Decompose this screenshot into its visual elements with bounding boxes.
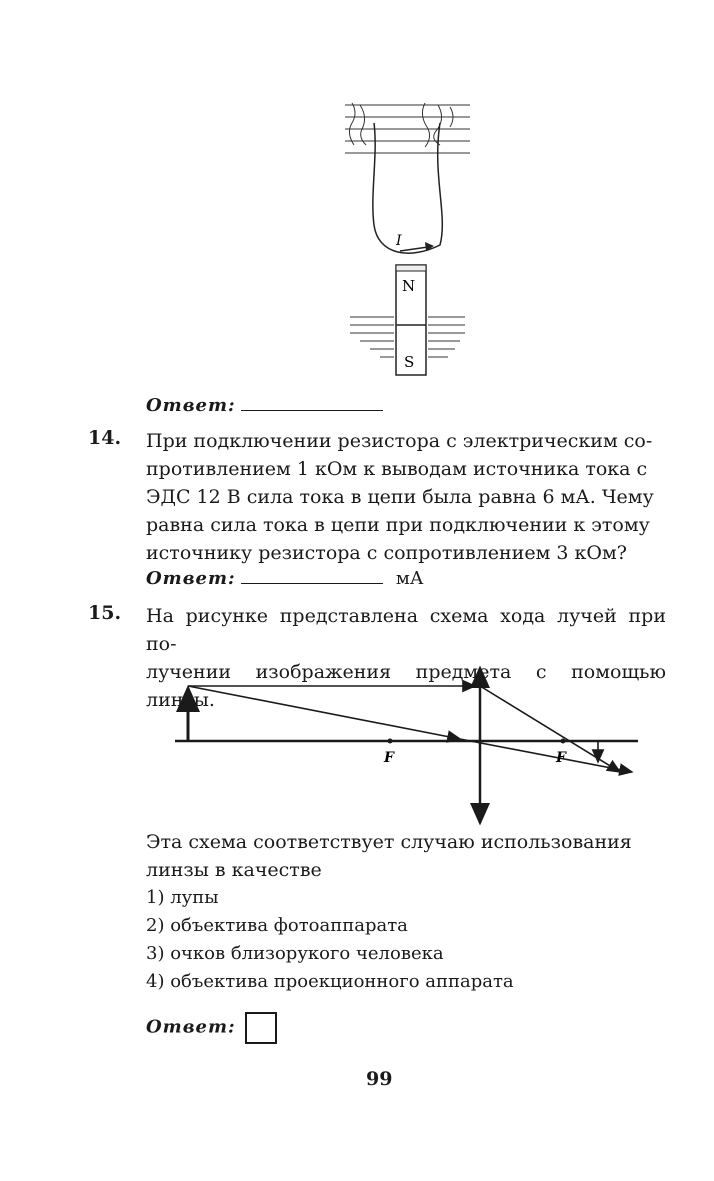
answer-14-unit: мА <box>395 568 424 589</box>
ray-center <box>188 686 460 739</box>
answer-label: Ответ: <box>146 1016 236 1038</box>
q14-line: При подключении резистора с электрическим со- <box>146 430 653 452</box>
answer-label: Ответ: <box>146 395 236 416</box>
q15-number: 15. <box>88 602 122 624</box>
answer-14 <box>146 567 424 589</box>
option-2[interactable]: 2) объектива фотоаппарата <box>146 915 408 936</box>
q15-line: лучении изображения предмета с помощью линзы. <box>146 661 666 711</box>
q14-line: равна сила тока в цепи при подключении к этому <box>146 514 650 536</box>
q15-options <box>146 884 666 996</box>
wire-loop <box>373 123 442 253</box>
q15-line: На рисунке представлена схема хода лучей при по- <box>146 605 666 655</box>
pole-north: N <box>402 277 416 295</box>
q14-line: ЭДС 12 В сила тока в цепи была равна 6 мА. Чему <box>146 486 654 508</box>
answer-label: Ответ: <box>146 568 236 589</box>
q15-follow-text <box>146 828 666 884</box>
page-number: 99 <box>366 1068 393 1090</box>
answer-13 <box>146 394 383 416</box>
current-label: I <box>396 233 402 249</box>
option-1[interactable]: 1) лупы <box>146 887 219 908</box>
q14-text <box>146 427 666 567</box>
answer-15 <box>146 1012 277 1044</box>
q14-line: противлением 1 кОм к выводам источника тока с <box>146 458 648 480</box>
ceiling-hatching <box>345 103 470 153</box>
answer-14-input[interactable] <box>241 567 383 584</box>
focus-point-left <box>388 739 393 744</box>
option-3[interactable]: 3) очков близорукого человека <box>146 943 444 964</box>
option-4[interactable]: 4) объектива проекционного аппарата <box>146 971 514 992</box>
focus-label-right: F <box>556 750 566 766</box>
q15-follow-line: Эта схема соответствует случаю использования <box>146 831 632 853</box>
q15-follow-line: линзы в качестве <box>146 859 322 881</box>
focus-point-right <box>561 739 566 744</box>
q14-line: источнику резистора с сопротивлением 3 кОм? <box>146 542 627 564</box>
lens-ray-diagram <box>170 658 650 828</box>
pole-south: S <box>404 353 415 371</box>
q14-number: 14. <box>88 427 122 449</box>
answer-13-input[interactable] <box>241 394 383 411</box>
magnet-loop-figure <box>330 95 480 385</box>
focus-label-left: F <box>384 750 394 766</box>
answer-15-box[interactable] <box>245 1012 277 1044</box>
